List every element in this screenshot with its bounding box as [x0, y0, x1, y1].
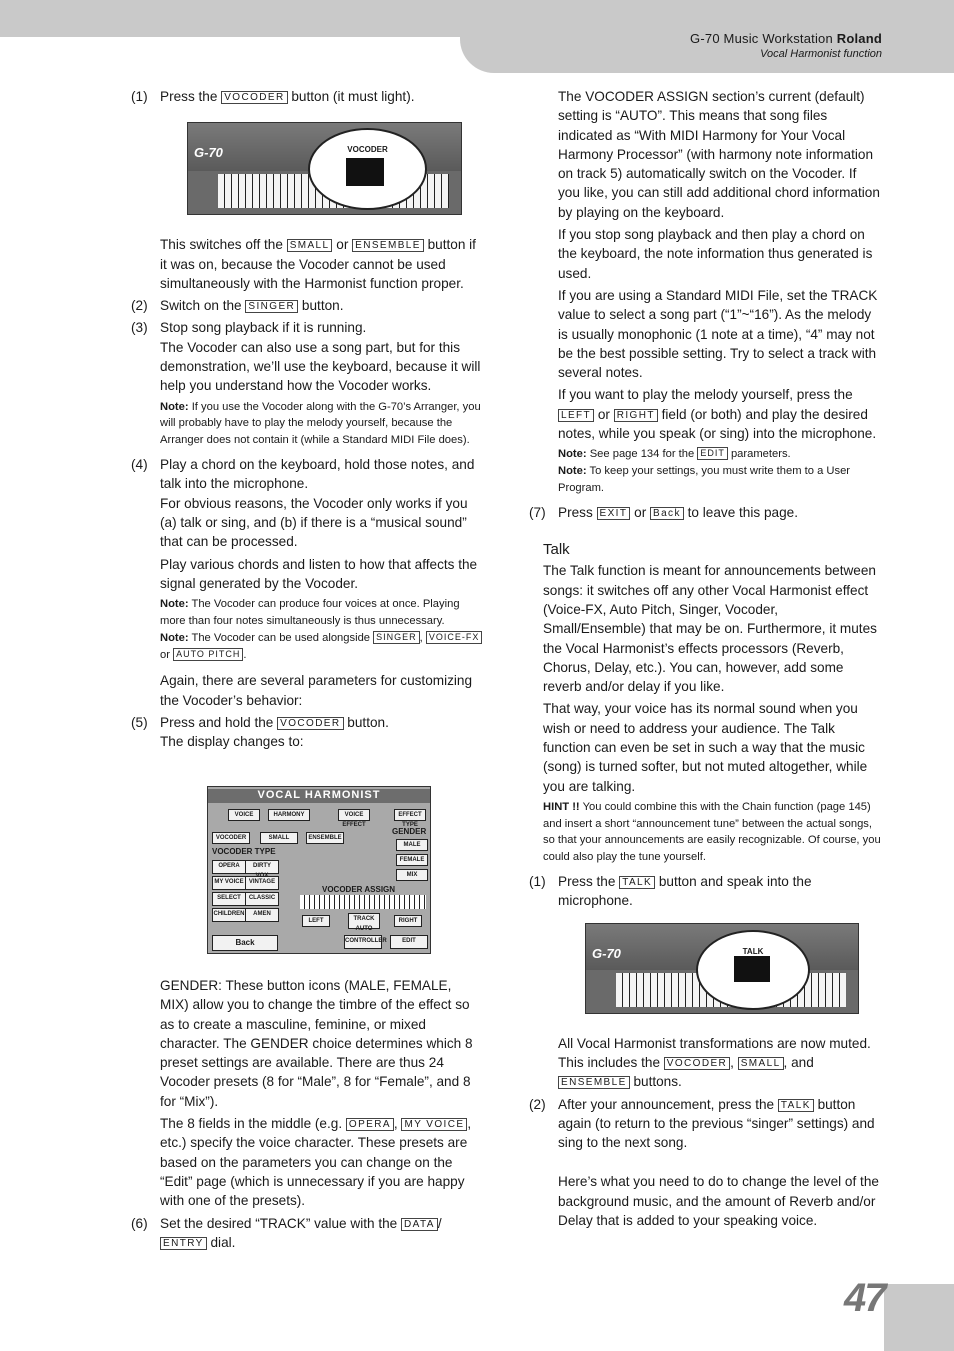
display-type-children: CHILDREN	[212, 908, 246, 922]
display-gender-label: GENDER	[392, 827, 427, 836]
talk-button-icon	[734, 956, 770, 982]
display-effect-type-button: EFFECT TYPE	[394, 809, 426, 821]
talk-callout: TALK	[696, 930, 810, 1010]
muted-paragraph: All Vocal Harmonist transformations are now muted. This includes the VOCODER , SMALL , and ENSEMBLE buttons.	[558, 1035, 871, 1090]
step-6: (6) Set the desired “TRACK” value with the DATA /ENTRY dial.	[131, 1215, 442, 1250]
step-4-paragraph-b: Play various chords and listen to how that affects the signal generated by the Vocoder.	[160, 556, 478, 591]
display-assign-left: LEFT	[302, 915, 330, 927]
assign-paragraph: The VOCODER ASSIGN section’s current (default) setting is “AUTO”. This means that song files indicated as “With MIDI Harmony for Your Vocal Harmony Processor” (with harmony note information on track 5) automatically switch on the Vocoder. If you like, you can still add additional chord information by playing on the keyboard.	[558, 89, 880, 220]
level-paragraph: Here’s what you need to do to change the level of the background music, and the amount of Reverb and/or Delay that is added to your speaking voice.	[558, 1174, 879, 1229]
key-vocoder: VOCODER	[221, 91, 287, 104]
vocoder-button-icon	[346, 158, 384, 186]
gender-paragraph: GENDER: These button icons (MALE, FEMALE, MIX) allow you to change the timbre of the effect so as to create a masculine, feminine, or mixed character. The GENDER choice determines which 8 preset settings are available. There are thus 24 Vocoder presets (8 for “Male”, 8 for “Female”, and 8 for “Mix”).	[160, 978, 473, 1109]
display-back-button: Back	[212, 935, 278, 951]
page-number-tab	[844, 1276, 954, 1351]
right-column	[529, 87, 881, 1233]
header-subtitle: Vocal Harmonist function	[760, 48, 882, 60]
display-title: VOCAL HARMONIST	[208, 789, 430, 803]
display-small-button: SMALL	[260, 832, 298, 844]
display-edit-button: EDIT	[390, 935, 428, 949]
switch-paragraph: This switches off the SMALL or ENSEMBLE button if it was on, because the Vocoder cannot be used simultaneously with the Harmonist function proper.	[160, 237, 476, 291]
note-user-program: Note: To keep your settings, you must write them to a User Program.	[558, 465, 851, 494]
talk-paragraph-1: The Talk function is meant for announcements between songs: it switches off any other Vocal Harmonist effect (Voice-FX, Auto Pitch, Singer, Vocoder, Small/Ensemble) that may be on. Furthermore, it mutes the Vocal Harmonist’s effects processors (Reverb, Chorus, Delay, etc.). You can, however, add some reverb and/or delay if you like.	[543, 563, 877, 695]
header-title: G-70 Music Workstation Roland	[690, 31, 882, 46]
melody-paragraph: If you want to play the melody yourself, press the LEFT or RIGHT field (or both) and play the desired notes, while you speak (or sing) into the microphone.	[558, 387, 877, 442]
stop-paragraph: If you stop song playback and then play a chord on the keyboard, the note information thus generated is used.	[558, 227, 873, 281]
keyboard-image-talk	[585, 923, 859, 1014]
step-1: (1) Press the VOCODER button (it must light).	[131, 89, 415, 104]
again-paragraph: Again, there are several parameters for customizing the Vocoder’s behavior:	[160, 673, 473, 708]
page-number: 47	[844, 1276, 885, 1320]
vocal-harmonist-display	[207, 786, 431, 954]
display-voice-effect-button: VOICE EFFECT	[338, 809, 370, 821]
display-type-opera: OPERA	[212, 860, 246, 874]
left-column	[131, 87, 483, 755]
display-type-amen: AMEN	[245, 908, 279, 922]
step-2: (2) Switch on the SINGER button.	[131, 298, 344, 314]
display-type-my-voice: MY VOICE	[212, 876, 246, 890]
vocoder-callout: VOCODER	[308, 128, 427, 210]
talk-paragraph-2: That way, your voice has its normal sound when you wish or need to address your audience. The Talk function can even be set in such a way that the music (song) is turned softer, but not muted altogether, while you are talking.	[543, 701, 868, 794]
step-7: (7) Press EXIT or Back to leave this page.	[529, 504, 798, 520]
talk-step-1: (1) Press the TALK button and speak into the microphone.	[529, 874, 812, 909]
g70-logo: G-70	[194, 145, 223, 161]
step-4-paragraph-a: For obvious reasons, the Vocoder only works if you (a) talk or sing, and (b) if there is a “musical sound” that can be processed.	[160, 495, 468, 550]
display-vocoder-type-label: VOCODER TYPE	[212, 847, 276, 856]
step-4: (4) Play a chord on the keyboard, hold those notes, and talk into the microphone.	[131, 457, 475, 492]
display-ensemble-button: ENSEMBLE	[306, 832, 344, 844]
display-type-dirty-vox: DIRTY	[245, 860, 279, 874]
display-changes-text: The display changes to:	[160, 734, 304, 750]
note-alongside: Note: The Vocoder can be used alongside SINGER , VOICE-FX or AUTO PITCH .	[131, 630, 483, 664]
display-type-select: SELECT	[212, 892, 246, 906]
note-four-voices: Note: The Vocoder can produce four voices at once. Playing more than four notes simultaneously is thus unnecessary.	[160, 598, 460, 627]
display-controller-button: CONTROLLER	[344, 935, 382, 949]
left-column-lower	[131, 976, 483, 1255]
display-assign-track: TRACK AUTO	[348, 913, 380, 929]
display-keyboard	[300, 895, 426, 909]
smf-paragraph: If you are using a Standard MIDI File, set the TRACK value to select a song part (“1”~“16”). As the melody is usually monophonic (1 note at a time), “4” may not be the best possible setting. Try to select a track with several notes.	[558, 287, 878, 381]
display-type-classic: CLASSIC	[245, 892, 279, 906]
display-gender-female: FEMALE	[396, 854, 428, 866]
keyboard-image-vocoder	[187, 122, 462, 215]
display-vocoder-assign-label: VOCODER ASSIGN	[322, 885, 396, 894]
display-gender-mix: MIX	[396, 869, 428, 881]
g70-logo-2: G-70	[592, 945, 621, 961]
display-gender-male: MALE	[396, 839, 428, 851]
display-voice-button: VOICE	[228, 809, 260, 821]
talk-heading: Talk	[543, 541, 570, 559]
talk-step-2: (2) After your announcement, press the TALK button again (to return to the previous “singer” settings) and sing to the next song.	[529, 1096, 875, 1151]
step-5: (5) Press and hold the VOCODER button.	[131, 714, 389, 730]
hint: HINT !! You could combine this with the Chain function (page 145) and insert a short “announcement tune” between the actual songs, so that your announcements are easily recognizable. Of course, you could also play the tune yourself.	[543, 800, 881, 864]
step-3: (3) Stop song playback if it is running.	[131, 320, 367, 336]
note-edit: Note: See page 134 for the EDIT parameters.	[558, 448, 791, 461]
fields-paragraph: The 8 fields in the middle (e.g. OPERA , MY VOICE , etc.) specify the voice character. These presets are based on the parameters you can change on the “Edit” page (which is unnecessary if you are happy with one of the presets).	[160, 1116, 472, 1209]
step-3-paragraph: The Vocoder can also use a song part, but for this demonstration, we’ll use the keyboard, because it will help you understand how the Vocoder works.	[160, 339, 481, 394]
display-vocoder-button: VOCODER	[212, 832, 250, 844]
note-arranger: Note: If you use the Vocoder along with the G-70’s Arranger, you will probably have to play the melody yourself, because the Arranger does not contain it (while a Standard MIDI File does).	[160, 400, 481, 447]
brand-name: Roland	[836, 31, 882, 46]
display-assign-right: RIGHT	[394, 915, 422, 927]
display-type-vintage: VINTAGE	[245, 876, 279, 890]
display-harmony-button: HARMONY	[268, 809, 310, 821]
